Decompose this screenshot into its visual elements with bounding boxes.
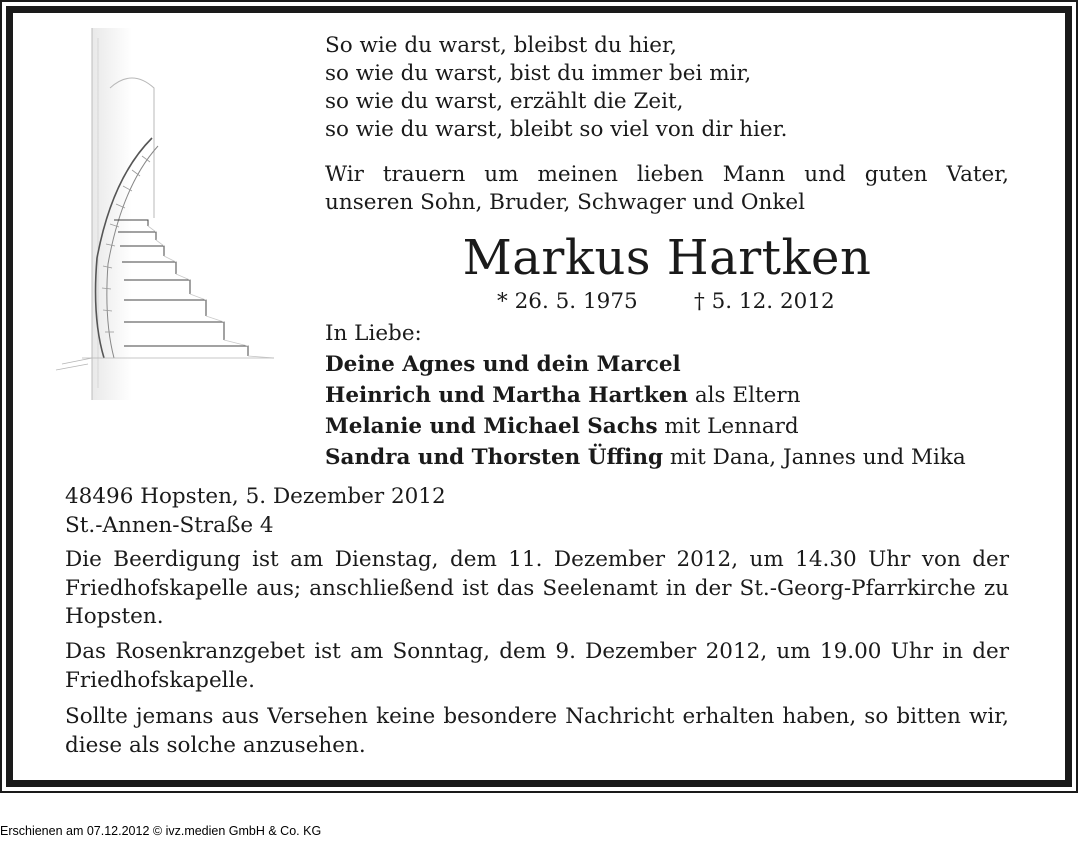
family-line <box>325 442 966 473</box>
address-block <box>65 482 446 540</box>
mourning-line: Wir trauern um meinen lieben Mann und guten Vater, <box>325 162 1009 187</box>
family-intro: In Liebe: <box>325 321 422 346</box>
poem-line: so wie du warst, bleibt so viel von dir hier. <box>325 117 788 142</box>
family-line <box>325 380 966 411</box>
poem-line: so wie du warst, bist du immer bei mir, <box>325 61 752 86</box>
family-relation: als Eltern <box>688 383 801 408</box>
death-date: † 5. 12. 2012 <box>694 289 835 314</box>
publication-footer: Erschienen am 07.12.2012 © ivz.medien GmbH & Co. KG <box>0 824 322 838</box>
poem-line: So wie du warst, bleibst du hier, <box>325 33 677 58</box>
mourning-line: unseren Sohn, Bruder, Schwager und Onkel <box>325 190 805 215</box>
family-names: Sandra und Thorsten Üffing <box>325 445 664 470</box>
family-relation: mit Dana, Jannes und Mika <box>663 445 966 470</box>
rosary-notice: Das Rosenkranzgebet ist am Sonntag, dem 9. Dezember 2012, um 19.00 Uhr in der Friedhofskapelle. <box>65 639 1009 693</box>
family-relation: mit Lennard <box>657 414 799 439</box>
family-names: Melanie und Michael Sachs <box>325 414 658 439</box>
family-line <box>325 349 966 380</box>
staircase-illustration <box>52 28 292 400</box>
birth-date: * 26. 5. 1975 <box>497 289 638 314</box>
notification-notice: Sollte jemans aus Versehen keine besondere Nachricht erhalten haben, so bitten wir, diese als solche anzusehen. <box>65 704 1009 758</box>
street-address: St.-Annen-Straße 4 <box>65 513 274 538</box>
funeral-notice: Die Beerdigung ist am Dienstag, dem 11. Dezember 2012, um 14.30 Uhr von der Friedhofskapelle aus; anschließend ist das Seelenamt in der St.-Georg-Pfarrkirche zu Hopsten. <box>65 547 1009 629</box>
family-list <box>325 318 966 473</box>
deceased-name: Markus Hartken <box>462 230 872 286</box>
poem-verse <box>325 32 787 144</box>
poem-line: so wie du warst, erzählt die Zeit, <box>325 89 684 114</box>
family-names: Deine Agnes und dein Marcel <box>325 352 681 377</box>
city-date: 48496 Hopsten, 5. Dezember 2012 <box>65 484 446 509</box>
mourning-statement <box>325 161 1009 217</box>
family-names: Heinrich und Martha Hartken <box>325 383 689 408</box>
family-line <box>325 411 966 442</box>
